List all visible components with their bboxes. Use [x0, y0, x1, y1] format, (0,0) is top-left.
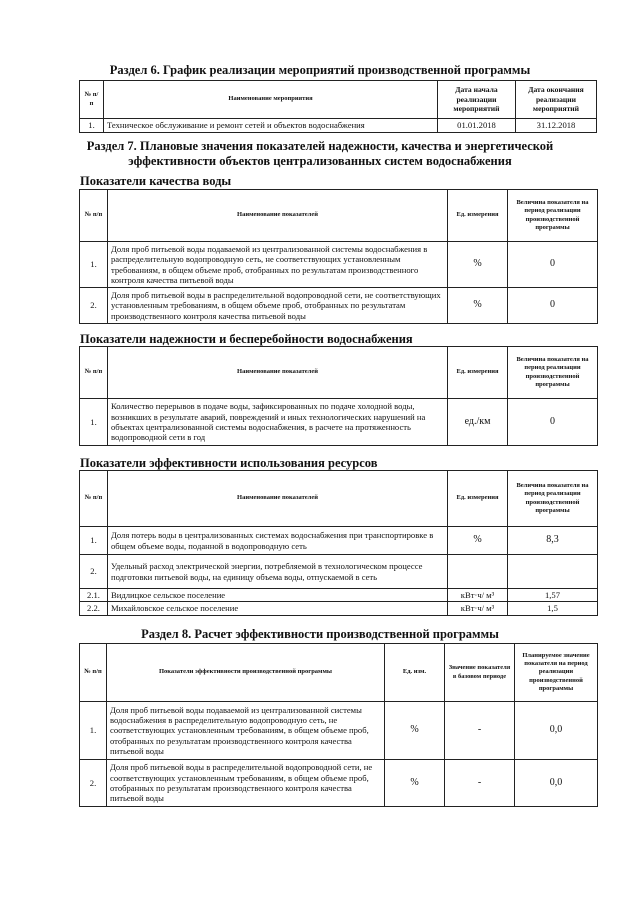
header-value: Величина показателя на период реализации производственной программы	[508, 471, 598, 527]
header-end-date: Дата окончания реализации мероприятий	[516, 81, 597, 119]
quality-subtitle: Показатели качества воды	[80, 174, 232, 188]
row-base: -	[445, 702, 515, 760]
row-num: 1.	[80, 242, 108, 288]
row-plan: 0,0	[515, 760, 598, 807]
row-value: 0	[508, 288, 598, 324]
quality-table	[79, 189, 598, 324]
header-activity: Наименование мероприятия	[104, 81, 438, 119]
row-start: 01.01.2018	[438, 119, 516, 133]
row-end: 31.12.2018	[516, 119, 597, 133]
header-unit: Ед. измерения	[448, 190, 508, 242]
row-value: 0	[508, 399, 598, 446]
header-num: № п/п	[80, 81, 104, 119]
header-num: № п/п	[80, 190, 108, 242]
header-num: № п/п	[80, 471, 108, 527]
header-value: Величина показателя на период реализации производственной программы	[508, 347, 598, 399]
section8-title: Раздел 8. Расчет эффективности производственной программы	[141, 627, 499, 641]
row-num: 2.	[80, 760, 107, 807]
table-header-row	[80, 81, 597, 119]
row-num: 2.1.	[80, 589, 108, 602]
reliability-table	[79, 346, 598, 446]
header-base-value: Значение показателя в базовом периоде	[445, 644, 515, 702]
row-unit: кВт·ч/ м³	[448, 589, 508, 602]
efficiency-table	[79, 470, 598, 616]
table-row	[80, 555, 598, 589]
table-header-row	[80, 644, 598, 702]
section6-title: Раздел 6. График реализации мероприятий производственной программы	[109, 63, 531, 77]
table-row	[80, 527, 598, 555]
row-name: Техническое обслуживание и ремонт сетей и объектов водоснабжения	[104, 119, 438, 133]
row-num: 1.	[80, 527, 108, 555]
efficiency-subtitle: Показатели эффективности использования ресурсов	[80, 456, 378, 470]
table-row	[80, 119, 597, 133]
row-name: Доля проб питьевой воды в распределительной водопроводной сети, не соответствующих установленным требованиям, в общем объеме проб, отобранных по результатам производственного контроля качества питьевой воды	[108, 288, 448, 324]
row-name: Удельный расход электрической энергии, потребляемой в технологическом процессе подготовки питьевой воды, на единицу объема воды, отпускаемой в сеть	[108, 555, 448, 589]
row-unit: %	[448, 527, 508, 555]
row-unit	[448, 555, 508, 589]
row-unit: %	[385, 702, 445, 760]
row-name: Доля проб питьевой воды подаваемой из централизованной системы водоснабжения в распределительную водопроводную сеть, не соответствующих установленным требованиям, в общем объеме проб, отобранных по результатам производственного контроля качества питьевой воды	[107, 702, 385, 760]
table-row	[80, 589, 598, 602]
row-num: 1.	[80, 399, 108, 446]
table-row	[80, 288, 598, 324]
row-name: Количество перерывов в подаче воды, зафиксированных по подаче холодной воды, возникших в результате аварий, повреждений и иных технологических нарушений на объектах централизованной системы водоснабжения, в расчете на протяженность водопроводной сети в год	[108, 399, 448, 446]
row-value	[508, 555, 598, 589]
row-num: 2.2.	[80, 602, 108, 615]
section8-table	[79, 643, 598, 807]
row-name: Доля проб питьевой воды в распределительной водопроводной сети, не соответствующих установленным требованиям, в общем объеме проб, отобранных по результатам производственного контроля качества питьевой воды	[107, 760, 385, 807]
row-value: 0	[508, 242, 598, 288]
row-unit: кВт·ч/ м³	[448, 602, 508, 615]
header-indicator: Наименование показателей	[108, 190, 448, 242]
row-plan: 0,0	[515, 702, 598, 760]
row-num: 2.	[80, 555, 108, 589]
row-value: 8,3	[508, 527, 598, 555]
section7-title-line2: эффективности объектов централизованных систем водоснабжения	[128, 154, 512, 168]
header-num: № п/п	[80, 644, 107, 702]
row-name: Доля потерь воды в централизованных системах водоснабжения при транспортировке в общем объеме воды, поданной в водопроводную сеть	[108, 527, 448, 555]
table-header-row	[80, 190, 598, 242]
table-row	[80, 602, 598, 615]
header-value: Величина показателя на период реализации производственной программы	[508, 190, 598, 242]
row-unit: %	[448, 242, 508, 288]
row-num: 1.	[80, 702, 107, 760]
section6-table	[79, 80, 597, 133]
header-unit: Ед. измерения	[448, 471, 508, 527]
table-row	[80, 760, 598, 807]
row-value: 1,57	[508, 589, 598, 602]
row-name: Доля проб питьевой воды подаваемой из централизованной системы водоснабжения в распределительную водопроводную сеть, не соответствующих установленным требованиям, в общем объеме проб, отобранных по результатам производственного контроля качества питьевой воды	[108, 242, 448, 288]
header-indicator: Наименование показателей	[108, 471, 448, 527]
row-unit: %	[448, 288, 508, 324]
table-row	[80, 242, 598, 288]
header-indicator: Наименование показателей	[108, 347, 448, 399]
row-num: 2.	[80, 288, 108, 324]
table-row	[80, 399, 598, 446]
row-unit: ед./км	[448, 399, 508, 446]
row-name: Видлицкое сельское поселение	[108, 589, 448, 602]
table-header-row	[80, 471, 598, 527]
section7-title-line1: Раздел 7. Плановые значения показателей надежности, качества и энергетической	[86, 139, 554, 153]
header-indicator: Показатели эффективности производственной программы	[107, 644, 385, 702]
reliability-subtitle: Показатели надежности и бесперебойности водоснабжения	[80, 332, 413, 346]
row-value: 1,5	[508, 602, 598, 615]
row-name: Михайловское сельское поселение	[108, 602, 448, 615]
header-plan-value: Планируемое значение показателя на период реализации производственной программы	[515, 644, 598, 702]
row-num: 1.	[80, 119, 104, 133]
header-start-date: Дата начала реализации мероприятий	[438, 81, 516, 119]
row-base: -	[445, 760, 515, 807]
table-row	[80, 702, 598, 760]
row-unit: %	[385, 760, 445, 807]
header-num: № п/п	[80, 347, 108, 399]
header-unit: Ед. изм.	[385, 644, 445, 702]
header-unit: Ед. измерения	[448, 347, 508, 399]
table-header-row	[80, 347, 598, 399]
